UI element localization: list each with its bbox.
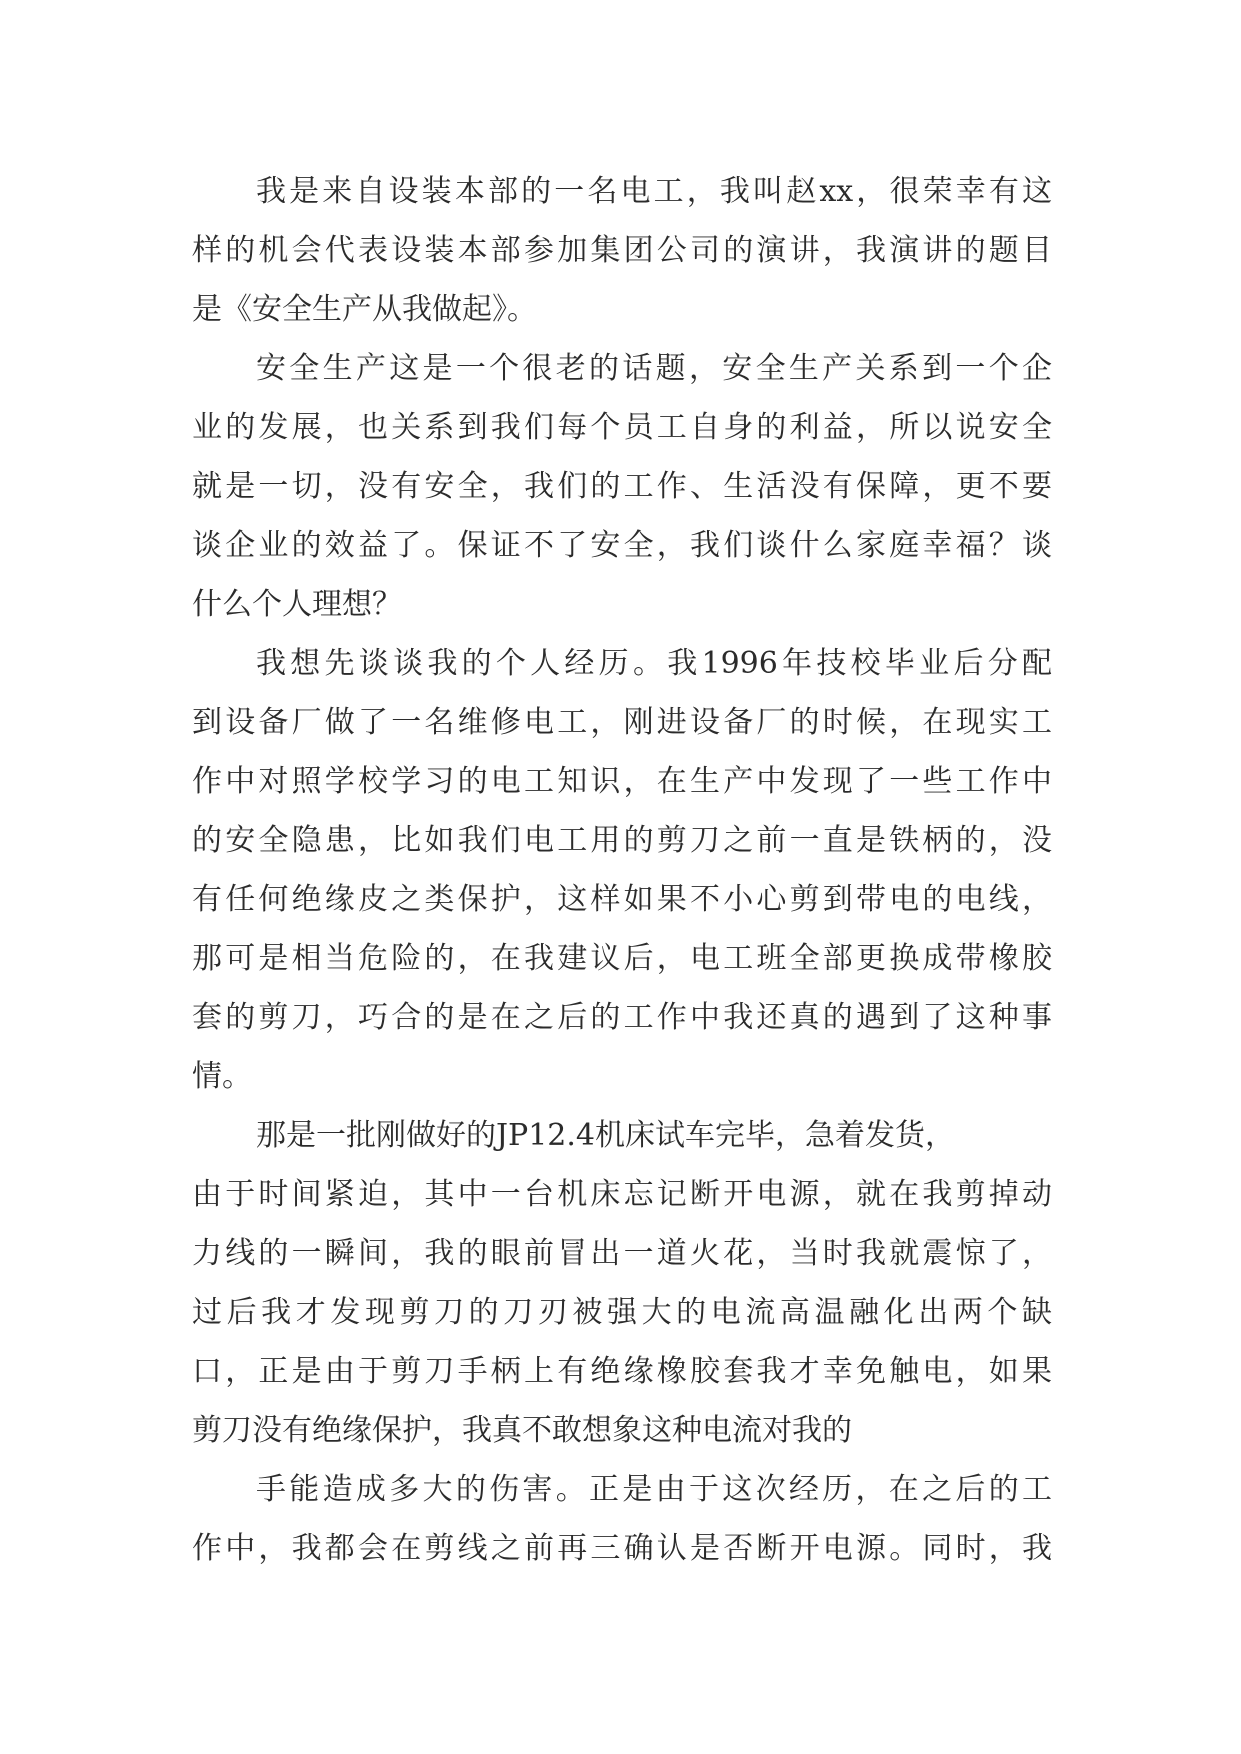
paragraph-4-line-5: 口，正是由于剪刀手柄上有绝缘橡胶套我才幸免触电，如果 — [192, 1354, 1052, 1389]
paragraph-5-line-1: 手能造成多大的伤害。正是由于这次经历，在之后的工 — [256, 1472, 1052, 1507]
paragraph-3-line-3: 作中对照学校学习的电工知识，在生产中发现了一些工作中 — [192, 764, 1052, 799]
paragraph-3-line-7: 套的剪刀，巧合的是在之后的工作中我还真的遇到了这种事 — [192, 1000, 1052, 1035]
paragraph-2-line-3: 就是一切，没有安全，我们的工作、生活没有保障，更不要 — [192, 469, 1052, 504]
paragraph-3-line-1: 我想先谈谈我的个人经历。我1996年技校毕业后分配 — [256, 646, 1052, 681]
paragraph-4-line-3: 力线的一瞬间，我的眼前冒出一道火花，当时我就震惊了， — [192, 1236, 1052, 1271]
paragraph-3-line-5: 有任何绝缘皮之类保护，这样如果不小心剪到带电的电线， — [192, 882, 1052, 917]
paragraph-1-line-1: 我是来自设装本部的一名电工，我叫赵xx，很荣幸有这 — [256, 174, 1052, 209]
paragraph-2-line-5: 什么个人理想？ — [192, 587, 402, 622]
paragraph-3-line-2: 到设备厂做了一名维修电工，刚进设备厂的时候，在现实工 — [192, 705, 1052, 740]
paragraph-4-line-6: 剪刀没有绝缘保护，我真不敢想象这种电流对我的 — [192, 1413, 852, 1448]
paragraph-2-line-2: 业的发展，也关系到我们每个员工自身的利益，所以说安全 — [192, 410, 1052, 445]
paragraph-2-line-4: 谈企业的效益了。保证不了安全，我们谈什么家庭幸福？谈 — [192, 528, 1052, 563]
paragraph-4-line-1: 那是一批刚做好的JP12.4机床试车完毕，急着发货， — [256, 1118, 956, 1153]
document-body — [192, 162, 1052, 1578]
paragraph-4-line-2: 由于时间紧迫，其中一台机床忘记断开电源，就在我剪掉动 — [192, 1177, 1052, 1212]
paragraph-3-line-6: 那可是相当危险的，在我建议后，电工班全部更换成带橡胶 — [192, 941, 1052, 976]
paragraph-5-line-2: 作中，我都会在剪线之前再三确认是否断开电源。同时，我 — [192, 1531, 1052, 1566]
paragraph-1-line-2: 样的机会代表设装本部参加集团公司的演讲，我演讲的题目 — [192, 233, 1052, 268]
paragraph-4-line-4: 过后我才发现剪刀的刀刃被强大的电流高温融化出两个缺 — [192, 1295, 1052, 1330]
paragraph-3-line-4: 的安全隐患，比如我们电工用的剪刀之前一直是铁柄的，没 — [192, 823, 1052, 858]
paragraph-1-line-3: 是《安全生产从我做起》。 — [192, 292, 537, 327]
paragraph-2-line-1: 安全生产这是一个很老的话题，安全生产关系到一个企 — [256, 351, 1052, 386]
paragraph-3-line-8: 情。 — [192, 1059, 252, 1094]
